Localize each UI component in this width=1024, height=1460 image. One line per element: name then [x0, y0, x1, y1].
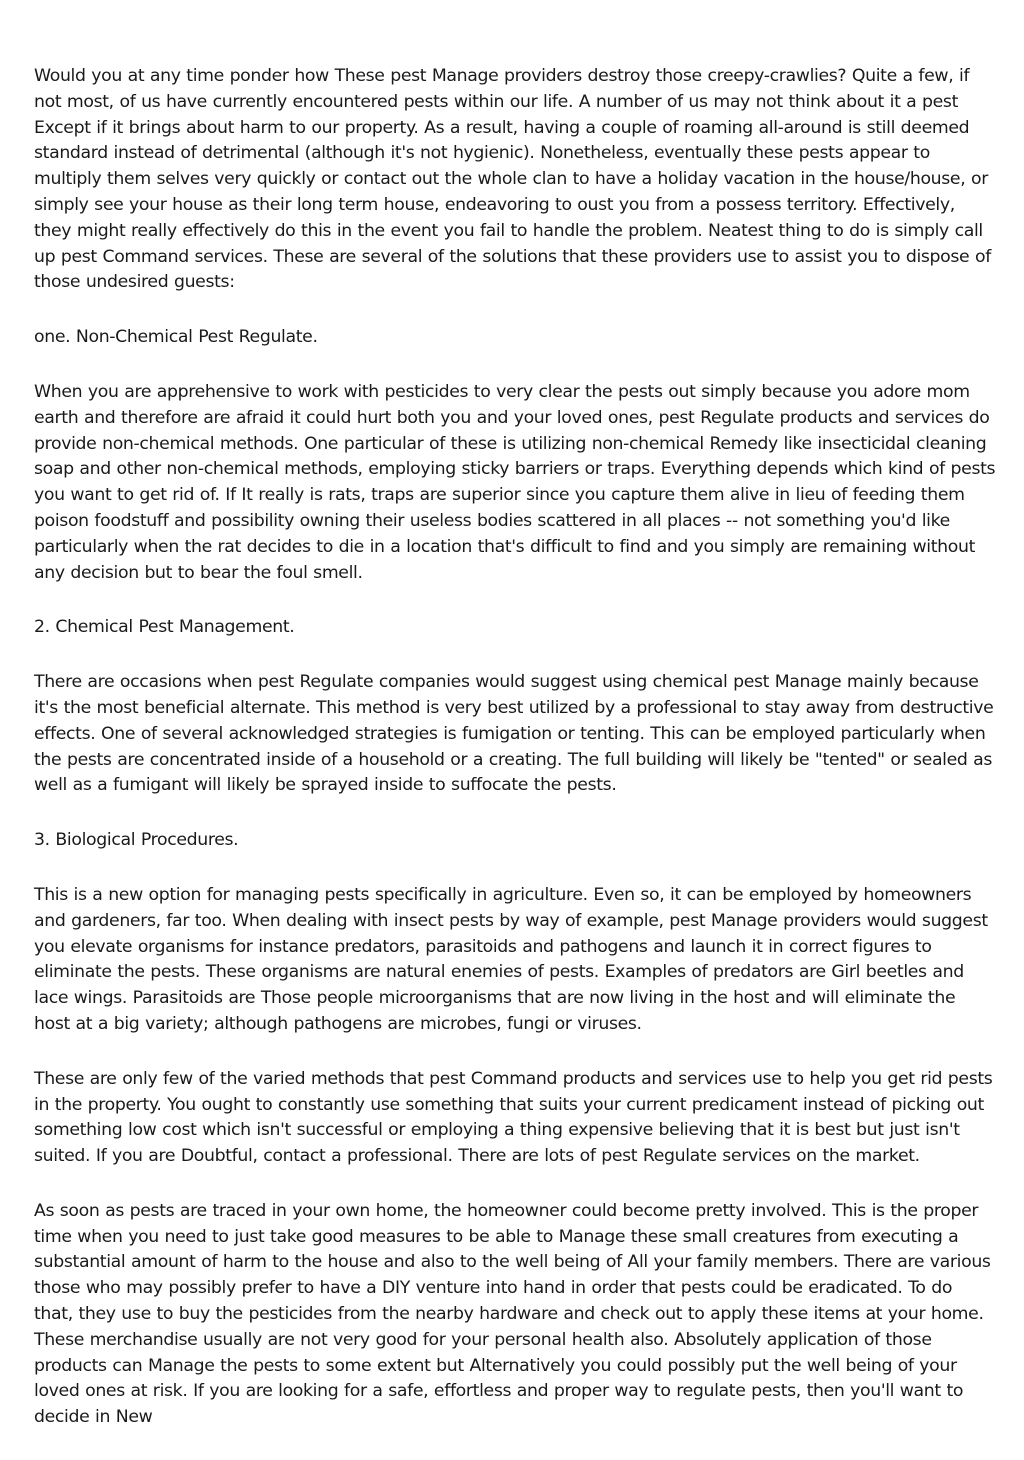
non-chemical-paragraph: When you are apprehensive to work with pesticides to very clear the pests out simply because you adore mom earth and therefore are afraid it could hurt both you and your loved ones, pest Regulate products and services do provide non-chemical methods. One particular of these is utilizing non-chemical Remedy like insecticidal cleaning soap and other non-chemical methods, employing sticky barriers or traps. Everything depends which kind of pests you want to get rid of. If It really is rats, traps are superior since you capture them alive in lieu of feeding them poison foodstuff and possibility owning their useless bodies scattered in all places -- not something you'd like particularly when the rat decides to die in a location that's difficult to find and you simply are remaining without any decision but to bear the foul smell.: [34, 381, 996, 583]
closing-paragraph: As soon as pests are traced in your own home, the homeowner could become pretty involved. This is the proper time when you need to just take good measures to be able to Manage these small creatures from executing a substantial amount of harm to the house and also to the well being of All your family members. There are various those who may possibly prefer to have a DIY venture into hand in order that pests could be eradicated. To do that, they use to buy the pesticides from the nearby hardware and check out to apply these items at your home. These merchandise usually are not very good for your personal health also. Absolutely application of those products can Manage the pests to some extent but Alternatively you could possibly put the well being of your loved ones at risk. If you are looking for a safe, effortless and proper way to regulate pests, then you'll want to decide in New: [34, 1200, 991, 1428]
section-heading-biological: 3. Biological Procedures.: [34, 830, 239, 851]
section-heading-chemical: 2. Chemical Pest Management.: [34, 617, 295, 638]
biological-paragraph: This is a new option for managing pests specifically in agriculture. Even so, it can be employed by homeowners and gardeners, far too. When dealing with insect pests by way of example, pest Manage providers would suggest you elevate organisms for instance predators, parasitoids and pathogens and launch it in correct figures to eliminate the pests. These organisms are natural enemies of pests. Examples of predators are Girl beetles and lace wings. Parasitoids are Those people microorganisms that are now living in the host and will eliminate the host at a big variety; although pathogens are microbes, fungi or viruses.: [34, 884, 988, 1034]
section-heading-non-chemical: one. Non-Chemical Pest Regulate.: [34, 327, 318, 348]
document-body: [34, 64, 996, 1460]
chemical-paragraph: There are occasions when pest Regulate companies would suggest using chemical pest Manage mainly because it's the most beneficial alternate. This method is very best utilized by a professional to stay away from destructive effects. One of several acknowledged strategies is fumigation or tenting. This can be employed particularly when the pests are concentrated inside of a household or a creating. The full building will likely be "tented" or sealed as well as a fumigant will likely be sprayed inside to suffocate the pests.: [34, 672, 994, 796]
intro-paragraph: Would you at any time ponder how These pest Manage providers destroy those creepy-crawlies? Quite a few, if not most, of us have currently encountered pests within our life. A number of us may not think about it a pest Except if it brings about harm to our property. As a result, having a couple of roaming all-around is still deemed standard instead of detrimental (although it's not hygienic). Nonetheless, eventually these pests appear to multiply them selves very quickly or contact out the whole clan to have a holiday vacation in the house/house, or simply see your house as their long term house, endeavoring to oust you from a possess territory. Effectively, they might really effectively do this in the event you fail to handle the problem. Neatest thing to do is simply call up pest Command services. These are several of the solutions that these providers use to assist you to dispose of those undesired guests:: [34, 66, 991, 293]
summary-paragraph: These are only few of the varied methods that pest Command products and services use to help you get rid pests in the property. You ought to constantly use something that suits your current predicament instead of picking out something low cost which isn't successful or employing a thing expensive believing that it is best but just isn't suited. If you are Doubtful, contact a professional. There are lots of pest Regulate services on the market.: [34, 1068, 993, 1167]
